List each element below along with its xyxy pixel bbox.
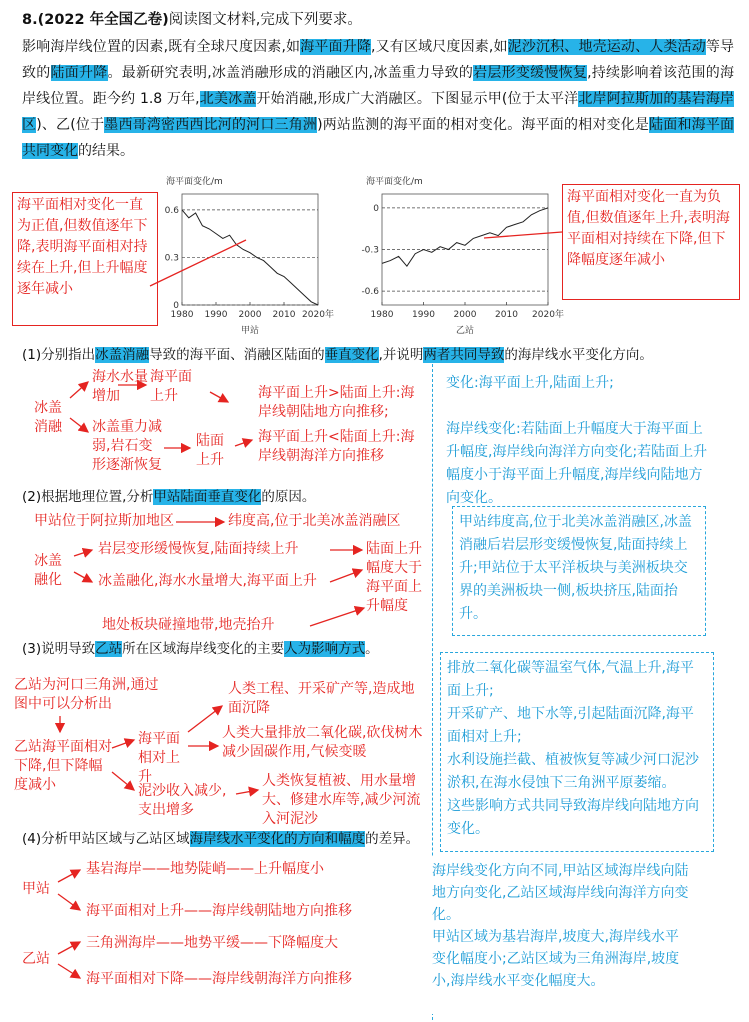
note-arrow-right bbox=[484, 232, 562, 238]
arrow bbox=[74, 572, 92, 582]
q2-map-r: 陆面上升幅度大于海平面上升幅度 bbox=[366, 541, 422, 614]
text: 。 bbox=[365, 641, 379, 657]
jia-x-tick: 2000 bbox=[238, 310, 262, 320]
yi-x-tick: 2010 bbox=[495, 310, 518, 320]
q3-map-top: 乙站为河口三角洲,通过图中可以分析出 bbox=[14, 677, 159, 712]
text: 的差异。 bbox=[365, 831, 420, 847]
arrow bbox=[58, 894, 80, 910]
question-instruction: 阅读图文材料,完成下列要求。 bbox=[168, 12, 362, 28]
passage-text: 开始消融,形成广大消融区。下图显示甲(位于太平洋 bbox=[256, 91, 579, 107]
q2-prompt bbox=[22, 486, 722, 508]
text: (3)说明导致 bbox=[22, 641, 96, 657]
q3-map-a: 海平面相对上升 bbox=[138, 731, 180, 785]
yi-y-tick: -0.6 bbox=[361, 287, 379, 298]
highlight: 人为影响方式 bbox=[284, 641, 366, 657]
q2-map-root: 冰盖融化 bbox=[34, 553, 62, 588]
q2-answer: 甲站纬度高,位于北美冰盖消融区,冰盖消融后岩层形变缓慢恢复,陆面持续上升;甲站位于太平洋板块与美洲板块交界的美洲板块一侧,板块挤压,陆面抬升。 bbox=[452, 506, 706, 636]
text: (4)分析甲站区域与乙站区域 bbox=[22, 831, 190, 847]
q1-prompt bbox=[22, 344, 722, 366]
yi-x-tick: 2000 bbox=[453, 310, 477, 320]
text: 的原因。 bbox=[261, 489, 316, 505]
jia-y-tick: 0 bbox=[173, 301, 179, 311]
q2-map-a: 岩层变形缓慢恢复,陆面持续上升 bbox=[98, 541, 299, 557]
yi-y-tick: 0 bbox=[373, 203, 379, 214]
jia-x-tick: 2010 bbox=[272, 310, 296, 320]
passage-text: )、乙(位于 bbox=[36, 117, 105, 133]
q1-map-b2: 陆面上升 bbox=[196, 433, 224, 468]
highlight: 陆面升降 bbox=[50, 65, 108, 81]
yi-chart-title: 海平面变化/m bbox=[366, 177, 423, 187]
highlight: 海岸线水平变化的方向和幅度 bbox=[189, 831, 366, 847]
arrow bbox=[112, 740, 134, 748]
text: 的海岸线水平变化方向。 bbox=[504, 347, 653, 363]
text: (1)分别指出 bbox=[22, 347, 96, 363]
q4-map-yi2: 海平面相对下降——海岸线朝海洋方向推移 bbox=[86, 971, 352, 987]
q4-map-jia1: 基岩海岸——地势陡峭——上升幅度小 bbox=[86, 861, 324, 877]
passage-text: ,持续影响着该范围的海岸线位置。距今约 1.8 万年, bbox=[22, 65, 735, 107]
q1-map-r2: 海平面上升<陆面上升:海岸线朝海洋方向推移 bbox=[258, 429, 415, 464]
passage-text: 的结果。 bbox=[78, 143, 134, 159]
text: ,并说明 bbox=[378, 347, 424, 363]
q2-map-top: 甲站位于阿拉斯加地区 bbox=[34, 513, 174, 529]
q2-map-top2: 纬度高,位于北美冰盖消融区 bbox=[228, 513, 401, 529]
q4-map-yi: 乙站 bbox=[22, 951, 50, 967]
highlight: 陆面和海平面共同变化 bbox=[22, 117, 735, 159]
yi-y-tick: -0.3 bbox=[361, 245, 379, 256]
arrow bbox=[58, 964, 80, 978]
yi-x-tick: 1990 bbox=[412, 310, 435, 320]
arrow bbox=[236, 790, 258, 794]
highlight: 北岸阿拉斯加的基岩海岸区 bbox=[22, 91, 735, 133]
highlight: 泥沙沉积、地壳运动、人类活动 bbox=[507, 39, 706, 55]
q4-prompt bbox=[22, 828, 722, 850]
arrow bbox=[235, 440, 252, 446]
arrow bbox=[112, 772, 134, 790]
highlight: 两者共同导致 bbox=[423, 347, 505, 363]
arrow bbox=[58, 942, 80, 954]
arrow bbox=[58, 870, 80, 882]
q1-map-b: 冰盖重力减弱,岩石变形逐渐恢复 bbox=[92, 419, 162, 473]
jia-x-label: 甲站 bbox=[240, 326, 260, 336]
jia-chart-title: 海平面变化/m bbox=[166, 177, 223, 187]
arrow bbox=[210, 392, 228, 402]
arrow bbox=[70, 382, 88, 398]
jia-x-tick: 1990 bbox=[204, 310, 228, 320]
yi-x-tick: 2020年 bbox=[532, 310, 564, 320]
jia-x-tick: 2020年 bbox=[302, 310, 334, 320]
highlight: 北美冰盖 bbox=[199, 91, 257, 107]
highlight: 乙站 bbox=[95, 641, 123, 657]
q3-map-b1: 人类恢复植被、用水量增大、修建水库等,减少河流入河泥沙 bbox=[262, 773, 421, 827]
text: 导致的海平面、消融区陆面的 bbox=[149, 347, 325, 363]
jia-x-tick: 1980 bbox=[170, 310, 194, 320]
question-source: (2022 年全国乙卷) bbox=[37, 12, 169, 28]
highlight: 垂直变化 bbox=[324, 347, 379, 363]
note-arrow-left bbox=[150, 240, 246, 286]
passage-text: ,又有区域尺度因素,如 bbox=[371, 39, 508, 55]
q1-map-root: 冰盖消融 bbox=[34, 400, 62, 435]
highlight: 冰盖消融 bbox=[95, 347, 150, 363]
highlight: 岩层形变缓慢恢复 bbox=[473, 65, 588, 81]
yi-x-label: 乙站 bbox=[455, 326, 475, 336]
text: (2)根据地理位置,分析 bbox=[22, 489, 154, 505]
q2-map-c: 地处板块碰撞地带,地壳抬升 bbox=[102, 617, 275, 633]
q2-map-b: 冰盖融化,海水水量增大,海平面上升 bbox=[98, 573, 317, 589]
highlight: 墨西哥湾密西西比河的河口三角洲 bbox=[104, 117, 318, 133]
arrow bbox=[74, 550, 92, 556]
question-number: 8. bbox=[22, 12, 38, 28]
jia-y-tick: 0.3 bbox=[164, 253, 179, 264]
passage-text: 。最新研究表明,冰盖消融形成的消融区内,冰盖重力导致的 bbox=[107, 65, 474, 81]
arrow bbox=[70, 418, 88, 432]
q4-answer: 海岸线变化方向不同,甲站区域海岸线向陆地方向变化,乙站区域海岸线向海洋方向变化。 甲站区域为基岩海岸,坡度大,海岸线水平变化幅度小;乙站区域为三角洲海岸,坡度小,海岸线水平变化幅度大。 bbox=[426, 856, 696, 1014]
yi-x-tick: 1980 bbox=[370, 310, 394, 320]
arrow bbox=[330, 570, 362, 582]
q4-map-jia: 甲站 bbox=[22, 881, 50, 897]
q1-answer: 变化:海平面上升,陆面上升; 海岸线变化:若陆面上升幅度大于海平面上升幅度,海岸线向海洋方向变化;若陆面上升幅度小于海平面上升幅度,海岸线向陆地方向变化。 bbox=[440, 368, 720, 494]
q1-map-a: 海水水量增加 bbox=[92, 369, 148, 404]
right-chart-note: 海平面相对变化一直为负值,但数值逐年上升,表明海平面相对持续在下降,但下降幅度逐年减小 bbox=[562, 184, 740, 300]
q3-map-root: 乙站海平面相对下降,但下降幅度减小 bbox=[14, 739, 112, 793]
arrow bbox=[188, 706, 222, 732]
q3-map-a2: 人类大量排放二氧化碳,砍伐树木减少固碳作用,气候变暖 bbox=[222, 725, 423, 760]
left-chart-note: 海平面相对变化一直为正值,但数值逐年下降,表明海平面相对持续在上升,但上升幅度逐年减小 bbox=[12, 192, 158, 326]
arrow bbox=[310, 608, 364, 626]
q3-map-a1: 人类工程、开采矿产等,造成地面沉降 bbox=[228, 681, 415, 716]
highlight: 海平面升降 bbox=[300, 39, 372, 55]
passage-text: 等导致的 bbox=[22, 39, 735, 81]
q1-map-a2: 海平面上升 bbox=[150, 369, 192, 404]
text: 所在区域海岸线变化的主要 bbox=[122, 641, 285, 657]
passage-text: )两站监测的海平面的相对变化。海平面的相对变化是 bbox=[317, 117, 650, 133]
q4-map-jia2: 海平面相对上升——海岸线朝陆地方向推移 bbox=[86, 903, 352, 919]
passage-text: 影响海岸线位置的因素,既有全球尺度因素,如 bbox=[22, 39, 301, 55]
q1-map-r1: 海平面上升>陆面上升:海岸线朝陆地方向推移; bbox=[258, 385, 415, 420]
q3-map-b: 泥沙收入减少,支出增多 bbox=[138, 783, 227, 818]
highlight: 甲站陆面垂直变化 bbox=[153, 489, 262, 505]
q3-answer: 排放二氧化碳等温室气体,气温上升,海平面上升; 开采矿产、地下水等,引起陆面沉降,海平面相对上升; 水利设施拦截、植被恢复等减少河口泥沙淤积,在海水侵蚀下三角洲平原萎缩。 这些影响方式共同导致海岸线向陆地方向变化。 bbox=[440, 652, 714, 852]
q4-map-yi1: 三角洲海岸——地势平缓——下降幅度大 bbox=[86, 935, 338, 951]
jia-y-tick: 0.6 bbox=[164, 205, 179, 216]
